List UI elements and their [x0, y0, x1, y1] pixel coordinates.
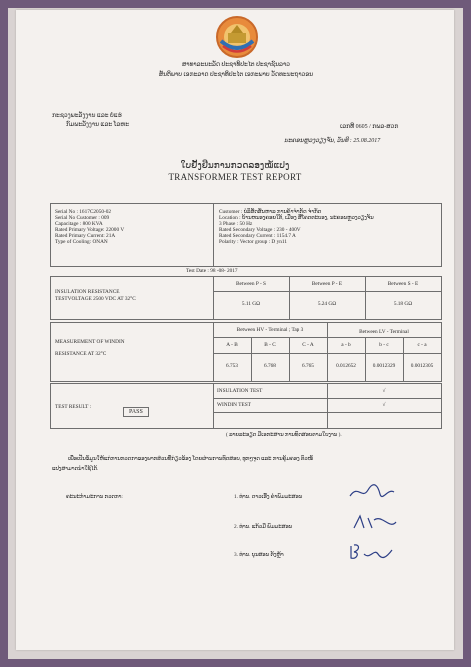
info-secondary-voltage: Rated Secondary Voltage : 230 - 400V	[219, 227, 301, 233]
signer-3: 3. ທ່ານ. ບຸນສອນ ຕັງຫຼ້າ	[234, 552, 284, 558]
info-right	[219, 209, 437, 245]
winding-lv-val-bc: 0.0012329	[372, 363, 396, 369]
info-customer: Customer : ບໍລິສັດສັນຫາລ ການຄ້າຈຳກັດ ຈຳກັດ	[219, 209, 322, 215]
check-icon: √	[382, 402, 386, 408]
result-row-insulation: INSULATION TEST	[217, 388, 263, 394]
header-lao-line2: ສັນຕິພາບ ເອກະລາດ ປະຊາທິປະໄຕ ເອກະພາບ ວັດທະນະຖາວອນ	[158, 72, 314, 78]
document-page	[16, 10, 454, 650]
info-primary-voltage: Rated Primary Voltage: 22000 V	[55, 227, 125, 233]
winding-lv-val-ca: 0.0012305	[410, 363, 434, 369]
winding-lv-val-ab: 0.012652	[336, 363, 356, 369]
title-en: TRANSFORMER TEST REPORT	[168, 172, 302, 182]
signers-label: ຄະນະກຳມະການ ກວດກາ:	[66, 494, 123, 500]
insulation-label-1: INSULATION RESISTANCE	[55, 289, 120, 295]
winding-hv-col-ca: C - A	[302, 342, 314, 348]
info-serial: Serial No : 1617C2050-02	[55, 209, 112, 215]
document-number: ເລກທີ 0605 / ກພລ-ສວກ	[340, 124, 399, 130]
winding-lv-col-ab: a - b	[341, 342, 351, 348]
title-lao: ໃບຢັ້ງຢືນການກວດລອງໝໍ້ແປງ	[180, 160, 290, 170]
info-location: Location : ບ້ານຫນອງຄອຍໃຕ້, ເມືອງ ສີໂຄດຕະບອງ, ນະຄອນຫຼວງວຽງຈັນ	[219, 215, 374, 221]
info-box	[50, 203, 442, 267]
note-paren: ( ລາຍລະອຽດ ມີເອກະສານ ການທົດສອບຕາມໃບງານ ).	[226, 432, 342, 438]
info-phase: 3 Phase : 50 Hz	[219, 221, 253, 227]
info-primary-current: Rated Primary Current: 21A	[55, 233, 116, 239]
signature-2-icon	[350, 512, 398, 537]
winding-label-1: MEASUREMENT OF WINDIN	[55, 339, 125, 345]
paragraph-line2: ແປງສາມາດນຳໃຊ້ໄດ້.	[52, 466, 99, 472]
ministry-line1: ກະຊວງພະລັງງານ ແລະ ບໍ່ແຮ່	[52, 113, 122, 119]
insulation-val-se: 5.18 GΩ	[393, 301, 413, 307]
header-lao-line1: ສາທາລະນະລັດ ປະຊາທິປະໄຕ ປະຊາຊົນລາວ	[182, 62, 290, 68]
winding-hv-val-ab: 6.753	[226, 363, 238, 369]
result-status-badge: PASS	[123, 407, 149, 417]
winding-hv-col-bc: B - C	[264, 342, 276, 348]
insulation-section	[50, 276, 442, 320]
insulation-val-pe: 5.24 GΩ	[317, 301, 337, 307]
info-secondary-current: Rated Secondary Current : 1154.7 A	[219, 233, 296, 239]
result-row-winding: WINDIN TEST	[217, 402, 251, 408]
insulation-label-2: TESTVOLTAGE 2500 VDC AT 32°C	[55, 296, 136, 302]
ministry-line2: ກົມພະລັງງານ ແລະ ໂລຫະ	[66, 122, 130, 128]
winding-hv-val-ca: 6.765	[302, 363, 314, 369]
info-cooling: Type of Cooling: ONAN	[55, 239, 108, 245]
winding-hv-header: Between HV - Terminal ; Tap 3	[236, 327, 304, 333]
insulation-col-pe: Between P - E	[311, 281, 343, 287]
signer-2: 2. ທ່ານ. ແກ້ວມີ ພົມມະສອນ	[234, 524, 293, 530]
insulation-val-ps: 5.11 GΩ	[241, 301, 261, 307]
signature-1-icon	[348, 482, 396, 507]
info-capacity: Capacitage : 800 KVA	[55, 221, 103, 227]
document-date: ນະຄອນຫຼວງວຽງຈັນ, ວັນທີ : 25.08.2017	[284, 138, 381, 144]
insulation-col-ps: Between P - S	[236, 281, 266, 287]
test-date: Test Date : 98 -08- 2017	[186, 268, 238, 274]
signature-3-icon	[348, 542, 396, 567]
winding-lv-col-bc: b - c	[379, 342, 389, 348]
signer-1: 1. ທ່ານ. ດາວເອີ້ງ ຄຳພົມມະສອນ	[234, 494, 303, 500]
lao-emblem-icon	[215, 15, 259, 59]
info-left	[55, 209, 211, 245]
winding-hv-val-bc: 6.768	[264, 363, 276, 369]
result-label: TEST RESULT :	[55, 404, 92, 410]
winding-section	[50, 322, 442, 382]
check-icon: √	[382, 388, 386, 394]
winding-label-2: RESISTANCE AT 32°C	[55, 351, 107, 357]
result-section	[50, 383, 442, 429]
winding-lv-col-ca: c - a	[417, 342, 427, 348]
info-polarity: Polarity : Vector group : D yn11	[219, 239, 287, 245]
winding-lv-header: Between LV - Terminal	[359, 329, 409, 335]
winding-hv-col-ab: A - B	[226, 342, 238, 348]
paragraph-line1: ເພື່ອເປັນຂໍ້ມູນໃຫ້ແກ່ການກວດກາຂອງພາກສ່ວນທີ່ກ່ຽວຂ້ອງ ໂດຍຜ່ານການທົດສອບ, ທຸກໆຈຸດ ແລະ ການຄຸ້ມຄອງ ຕົວໝໍ້	[68, 456, 314, 462]
info-serial-customer: Serial No Customer : 009	[55, 215, 110, 221]
insulation-col-se: Between S - E	[387, 281, 419, 287]
